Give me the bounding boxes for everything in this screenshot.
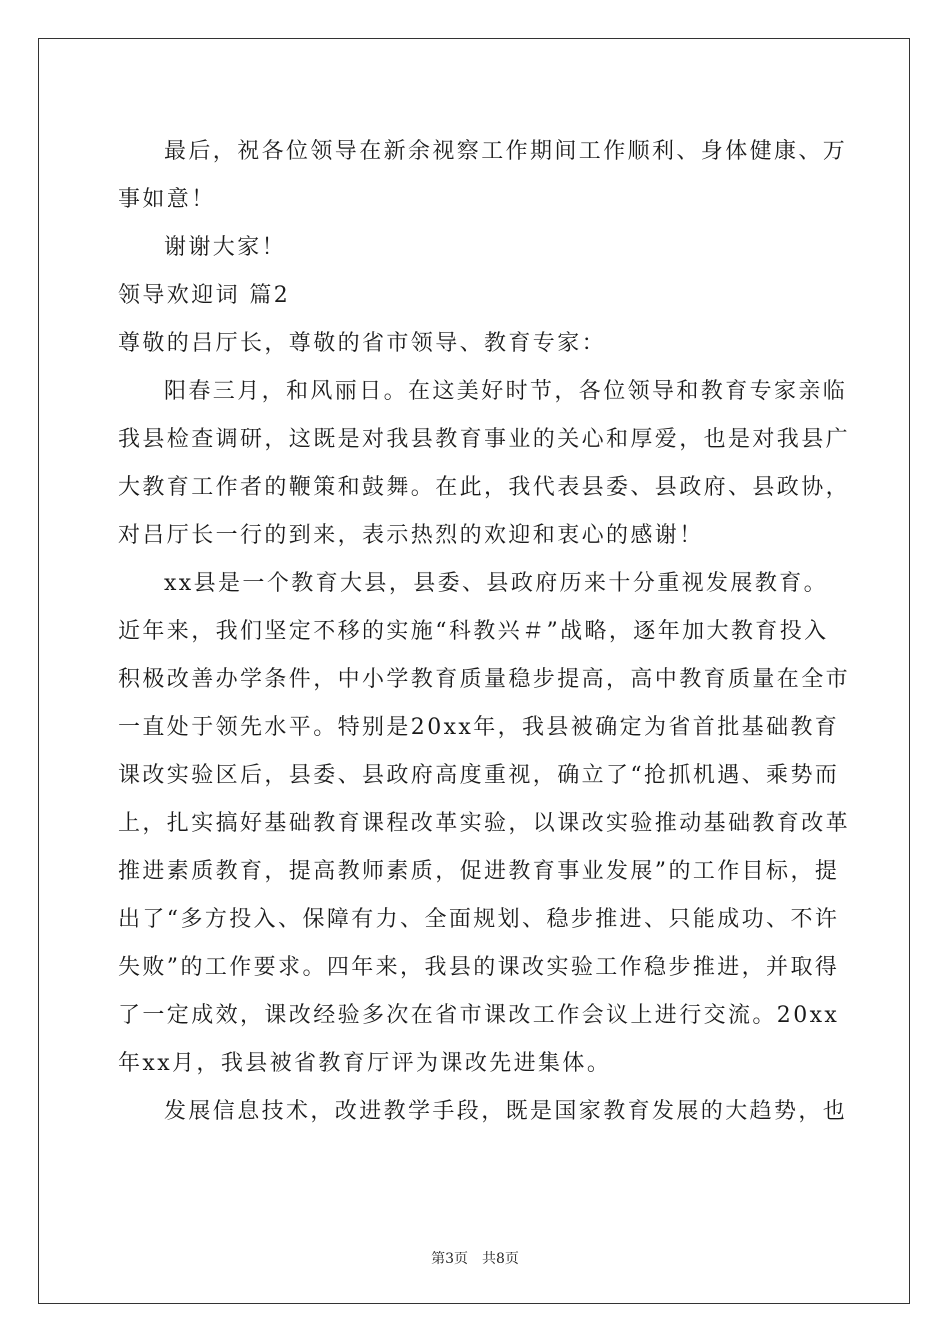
- text-line: 了一定成效，课改经验多次在省市课改工作会议上进行交流。20xx: [118, 1003, 840, 1028]
- salutation: 尊敬的吕厅长，尊敬的省市领导、教育专家：: [118, 331, 607, 356]
- text-line: 推进素质教育，提高教师素质，促进教育事业发展”的工作目标，提: [118, 859, 840, 884]
- text-line: 事如意！: [118, 187, 216, 212]
- text-line: 年xx月，我县被省教育厅评为课改先进集体。: [118, 1051, 612, 1076]
- text-line: 发展信息技术，改进教学手段，既是国家教育发展的大趋势，也: [164, 1099, 848, 1124]
- text-line: 出了“多方投入、保障有力、全面规划、稳步推进、只能成功、不许: [118, 907, 840, 932]
- text-line: xx县是一个教育大县，县委、县政府历来十分重视发展教育。: [164, 571, 829, 596]
- text-line: 谢谢大家！: [164, 235, 287, 260]
- text-line: 近年来，我们坚定不移的实施“科教兴＃”战略，逐年加大教育投入: [118, 619, 829, 644]
- text-line: 阳春三月，和风丽日。在这美好时节，各位领导和教育专家亲临: [164, 379, 848, 404]
- text-line: 上，扎实搞好基础教育课程改革实验，以课改实验推动基础教育改革: [118, 811, 851, 836]
- section-heading: 领导欢迎词 篇2: [118, 283, 291, 308]
- text-line: 大教育工作者的鞭策和鼓舞。在此，我代表县委、县政府、县政协，: [118, 475, 851, 500]
- document-body: [118, 128, 851, 1136]
- text-line: 一直处于领先水平。特别是20xx年，我县被确定为省首批基础教育: [118, 715, 840, 740]
- text-line: 我县检查调研，这既是对我县教育事业的关心和厚爱，也是对我县广: [118, 427, 851, 452]
- page-number-footer: 第3页 共8页: [431, 1251, 519, 1267]
- text-line: 积极改善办学条件，中小学教育质量稳步提高，高中教育质量在全市: [118, 667, 851, 692]
- text-line: 对吕厅长一行的到来，表示热烈的欢迎和衷心的感谢！: [118, 523, 704, 548]
- text-line: 课改实验区后，县委、县政府高度重视，确立了“抢抓机遇、乘势而: [118, 763, 840, 788]
- text-line: 失败”的工作要求。四年来，我县的课改实验工作稳步推进，并取得: [118, 955, 840, 980]
- text-line: 最后，祝各位领导在新余视察工作期间工作顺利、身体健康、万: [164, 139, 848, 164]
